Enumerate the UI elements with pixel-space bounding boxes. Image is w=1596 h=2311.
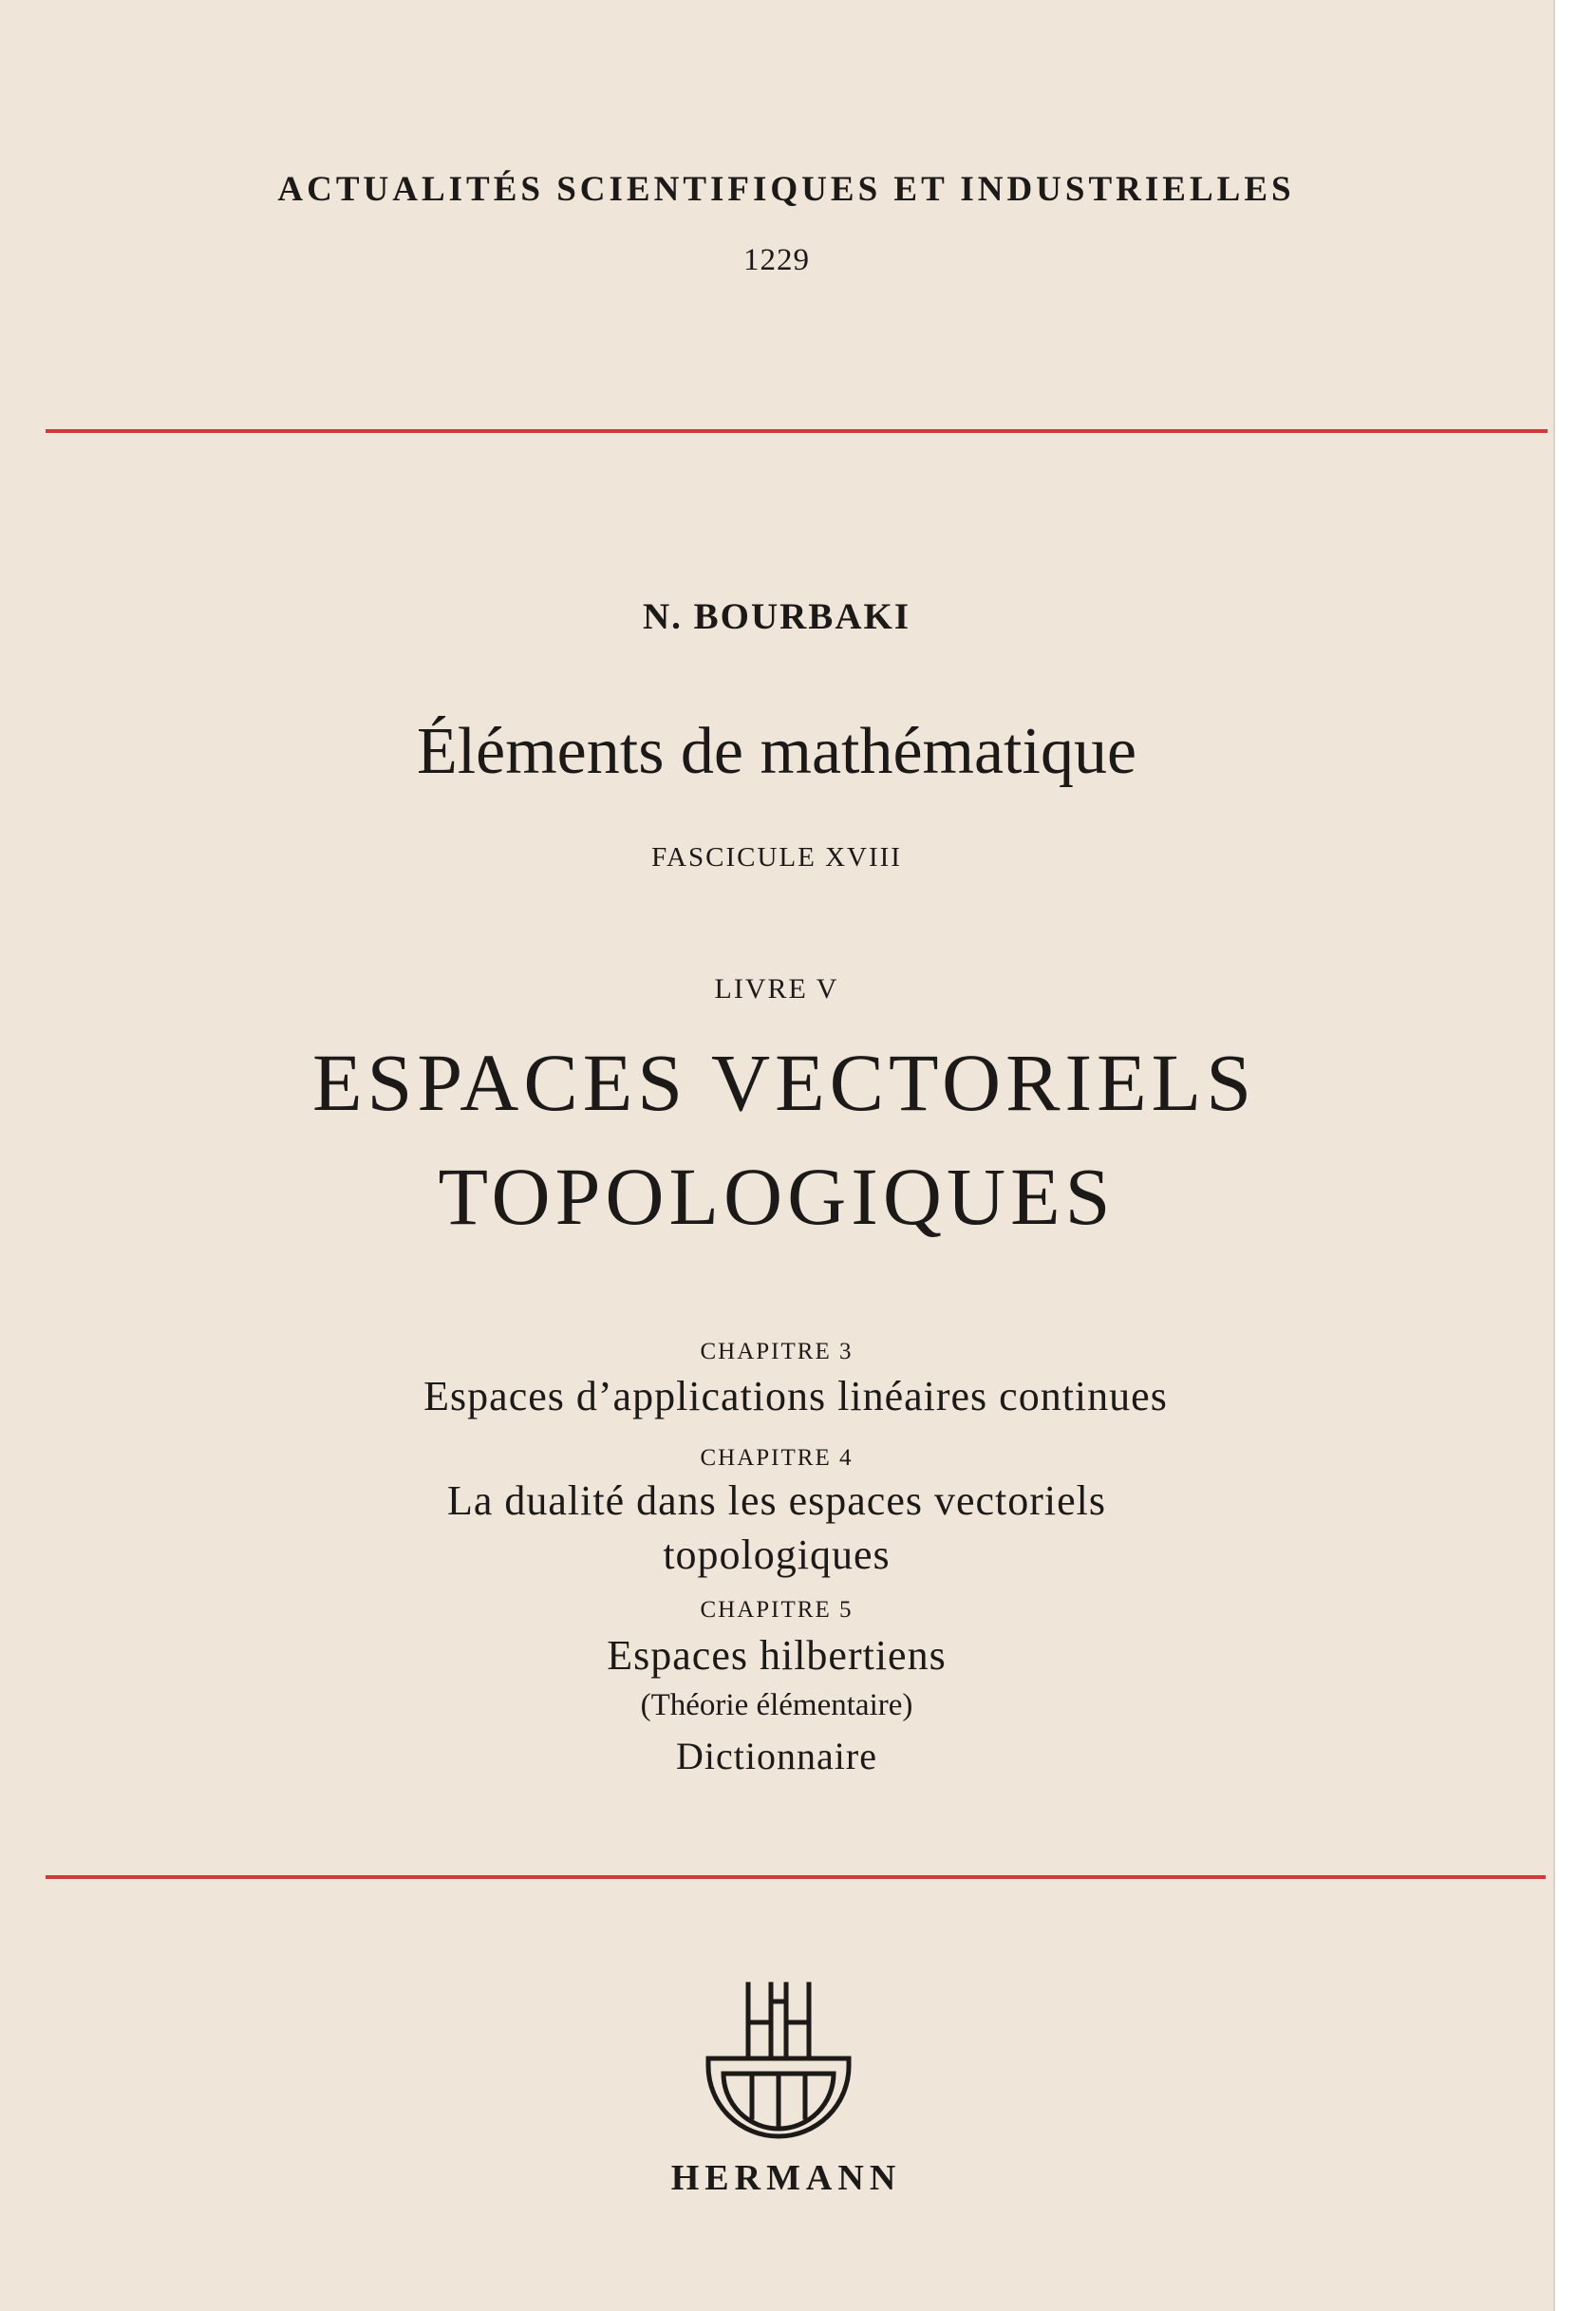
chapter-4-title-line-2: topologiques (663, 1531, 891, 1578)
fascicule-label: FASCICULE XVIII (651, 842, 902, 873)
series-number: 1229 (743, 243, 810, 277)
dictionnaire-label: Dictionnaire (676, 1735, 877, 1777)
livre-label: LIVRE V (714, 973, 839, 1005)
series-title: ACTUALITÉS SCIENTIFIQUES ET INDUSTRIELLES (277, 170, 1295, 209)
hermann-logo-icon (703, 1975, 854, 2155)
publisher-name: HERMANN (670, 2158, 902, 2198)
main-title-line-2: TOPOLOGIQUES (438, 1151, 1116, 1242)
bottom-red-rule (46, 1875, 1546, 1879)
chapter-5-heading: CHAPITRE 5 (700, 1597, 854, 1623)
top-red-rule (46, 429, 1548, 433)
chapter-5-title: Espaces hilbertiens (607, 1632, 947, 1679)
chapter-4-heading: CHAPITRE 4 (700, 1445, 854, 1471)
chapter-5-subtitle: (Théorie élémentaire) (640, 1688, 913, 1722)
chapter-4-title-line-1: La dualité dans les espaces vectoriels (446, 1477, 1107, 1524)
work-title: Éléments de mathématique (416, 715, 1137, 788)
chapter-3-heading: CHAPITRE 3 (700, 1339, 854, 1364)
chapter-3-title: Espaces d’applications linéaires continues (423, 1373, 1168, 1419)
main-title-line-1: ESPACES VECTORIELS (311, 1037, 1257, 1128)
author-name: N. BOURBAKI (642, 596, 911, 637)
